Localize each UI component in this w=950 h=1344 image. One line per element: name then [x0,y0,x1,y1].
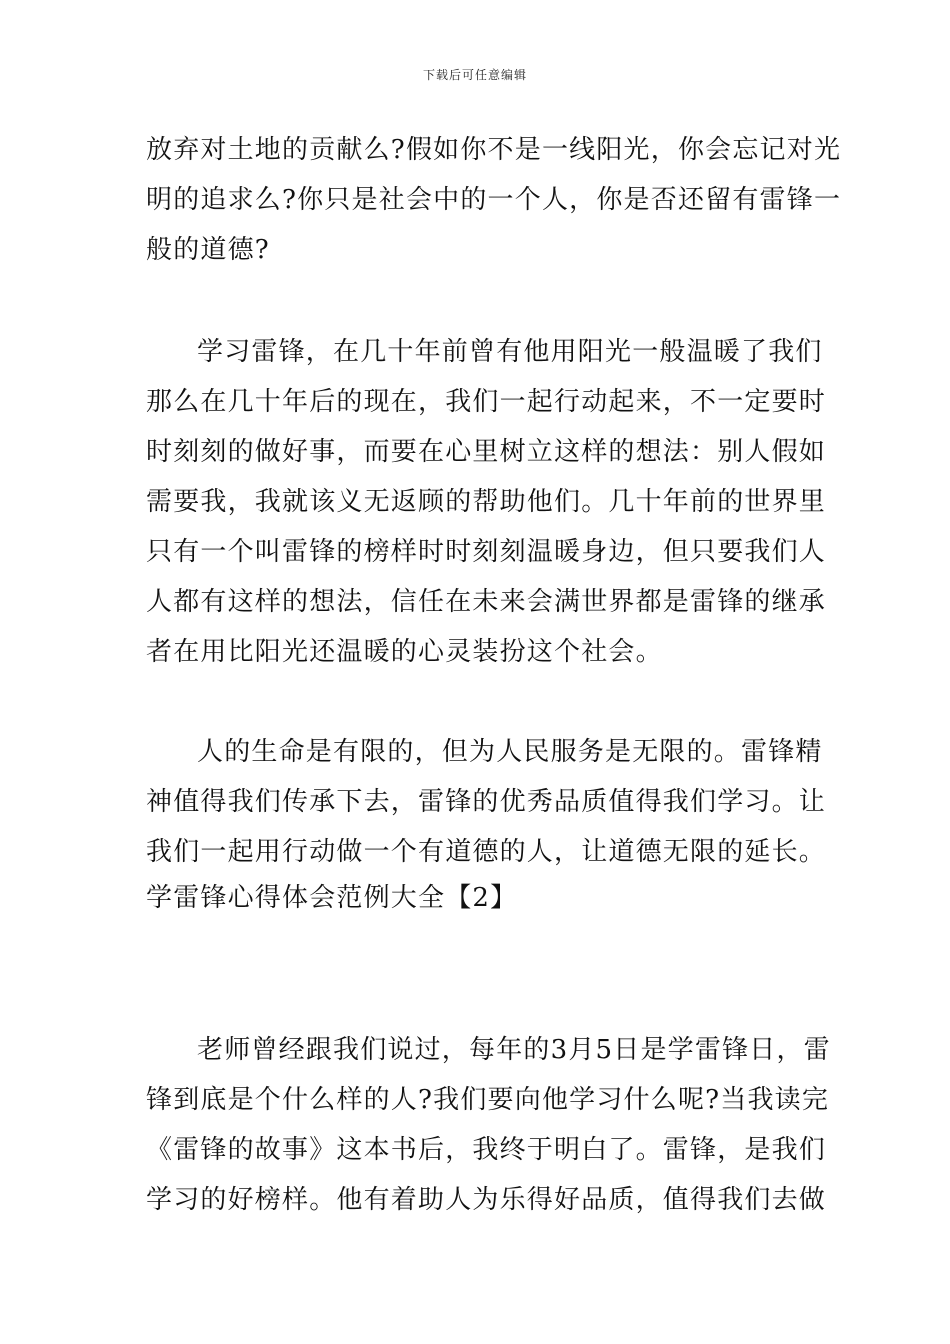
text-line: 那么在几十年后的现在，我们一起行动起来，不一定要时 [146,387,827,417]
text-line: 般的道德? [146,235,270,265]
text-line: 放弃对土地的贡献么?假如你不是一线阳光，你会忘记对光 [146,135,842,165]
text-line: 者在用比阳光还温暖的心灵装扮这个社会。 [146,637,663,667]
text-line: 时刻刻的做好事，而要在心里树立这样的想法：别人假如 [146,437,827,467]
text-line: 我们一起用行动做一个有道德的人，让道德无限的延长。 [146,837,827,867]
text-line: 明的追求么?你只是社会中的一个人，你是否还留有雷锋一 [146,185,842,215]
text-line: 神值得我们传承下去，雷锋的优秀品质值得我们学习。让 [146,787,827,817]
text-line: 锋到底是个什么样的人?我们要向他学习什么呢?当我读完 [146,1085,830,1115]
text-line: 人的生命是有限的，但为人民服务是无限的。雷锋精 [197,737,823,767]
text-line: 只有一个叫雷锋的榜样时时刻刻温暖身边，但只要我们人 [146,537,827,567]
text-line: 学习雷锋，在几十年前曾有他用阳光一般温暖了我们 [197,337,823,367]
text-line: 需要我，我就该义无返顾的帮助他们。几十年前的世界里 [146,487,827,517]
text-line: 《雷锋的故事》这本书后，我终于明白了。雷锋，是我们 [146,1135,827,1165]
page-header: 下载后可任意编辑 [422,68,527,82]
section-heading: 学雷锋心得体会范例大全【2】 [146,883,518,913]
text-line: 人都有这样的想法，信任在未来会满世界都是雷锋的继承 [146,587,827,617]
text-line: 老师曾经跟我们说过，每年的3月5日是学雷锋日，雷 [197,1035,831,1065]
text-line: 学习的好榜样。他有着助人为乐得好品质，值得我们去做 [146,1185,827,1215]
